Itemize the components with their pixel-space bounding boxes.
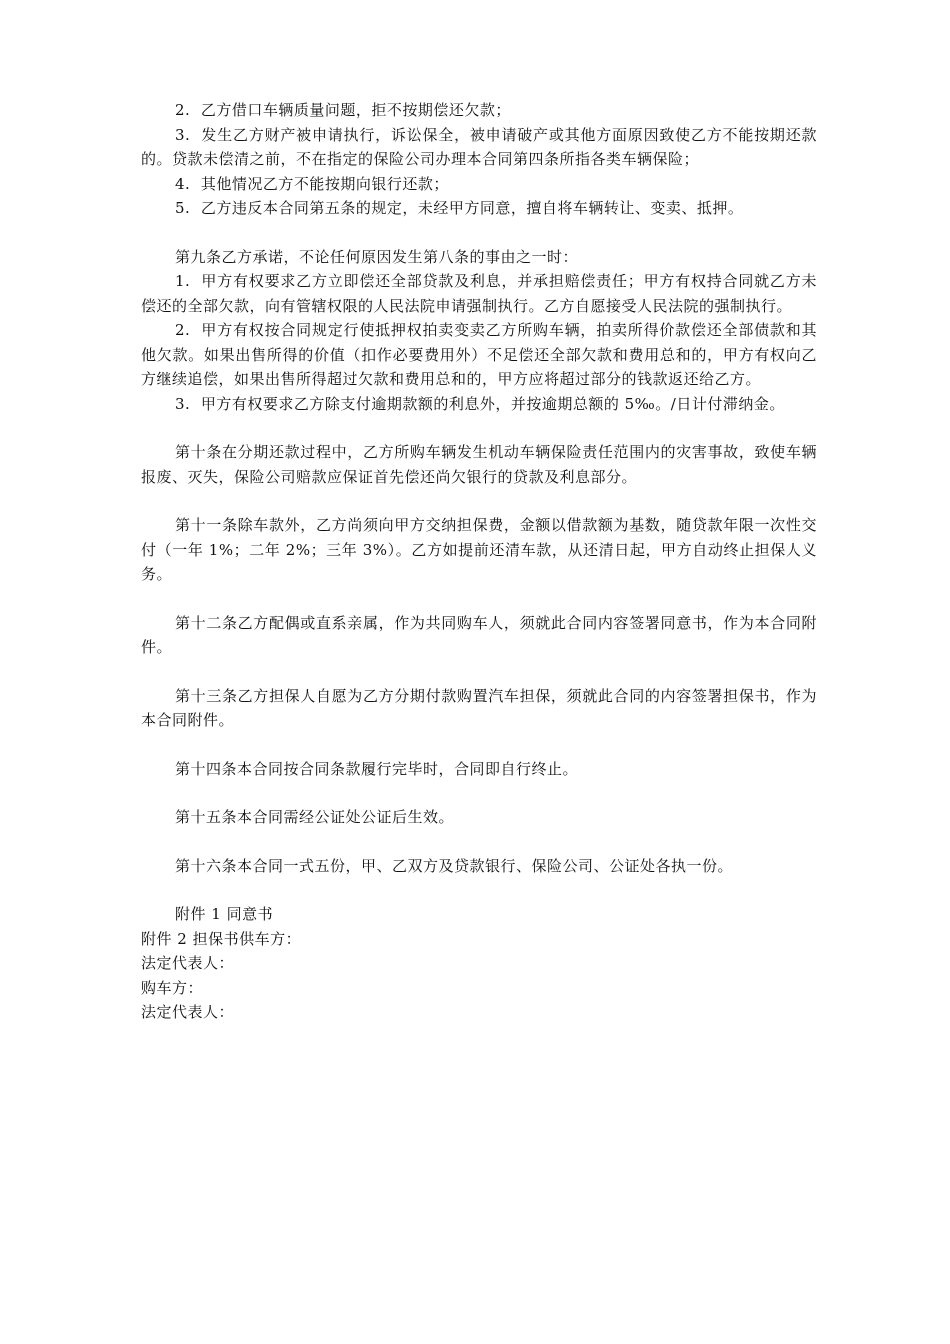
contract-paragraph: 2. 甲方有权按合同规定行使抵押权拍卖变卖乙方所购车辆，拍卖所得价款偿还全部债款和其他欠款。如果出售所得的价值（扣作必要费用外）不足偿还全部欠款和费用总和的，甲方有权向乙方继续追偿，如果出售所得超过欠款和费用总和的，甲方应将超过部分的钱款返还给乙方。 (141, 321, 817, 388)
contract-paragraph: 第九条乙方承诺，不论任何原因发生第八条的事由之一时： (175, 247, 579, 266)
contract-paragraph: 5. 乙方违反本合同第五条的规定，未经甲方同意，擅自将车辆转让、变卖、抵押。 (175, 199, 744, 217)
contract-paragraph: 3. 甲方有权要求乙方除支付逾期款额的利息外，并按逾期总额的 5‰。/日计付滞纳金。 (175, 394, 785, 413)
contract-paragraph: 4. 其他情况乙方不能按期向银行还款； (175, 174, 449, 193)
contract-paragraph: 第十三条乙方担保人自愿为乙方分期付款购置汽车担保，须就此合同的内容签署担保书，作为本合同附件。 (141, 686, 817, 729)
contract-paragraph: 第十二条乙方配偶或直系亲属，作为共同购车人，须就此合同内容签署同意书，作为本合同附件。 (141, 613, 817, 656)
contract-paragraph: 1. 甲方有权要求乙方立即偿还全部贷款及利息，并承担赔偿责任；甲方有权持合同就乙方未偿还的全部欠款，向有管辖权限的人民法院申请强制执行。乙方自愿接受人民法院的强制执行。 (141, 272, 817, 315)
contract-paragraph: 第十一条除车款外，乙方尚须向甲方交纳担保费，金额以借款额为基数，随贷款年限一次性交付（一年 1%；二年 2%；三年 3%）。乙方如提前还清车款，从还清日起，甲方自动终止担保人义务。 (141, 516, 817, 583)
contract-paragraph: 附件 1 同意书 (175, 905, 274, 923)
contract-paragraph: 第十条在分期还款过程中，乙方所购车辆发生机动车辆保险责任范围内的灾害事故，致使车辆报废、灭失，保险公司赔款应保证首先偿还尚欠银行的贷款及利息部分。 (141, 443, 817, 486)
signature-line: 附件 2 担保书供车方： (141, 929, 302, 948)
contract-paragraph: 第十五条本合同需经公证处公证后生效。 (175, 808, 455, 826)
contract-body (141, 98, 817, 927)
signature-line: 法定代表人： (141, 1003, 235, 1021)
contract-paragraph: 第十四条本合同按合同条款履行完毕时，合同即自行终止。 (175, 759, 579, 778)
contract-paragraph: 第十六条本合同一式五份，甲、乙双方及贷款银行、保险公司、公证处各执一份。 (175, 856, 734, 875)
signature-block (141, 927, 817, 1025)
document-page (141, 98, 817, 1025)
signature-line: 购车方： (141, 978, 204, 997)
contract-paragraph: 2. 乙方借口车辆质量问题，拒不按期偿还欠款； (175, 101, 511, 119)
signature-line: 法定代表人： (141, 954, 235, 972)
contract-paragraph: 3. 发生乙方财产被申请执行，诉讼保全，被申请破产或其他方面原因致使乙方不能按期还款的。贷款未偿清之前，不在指定的保险公司办理本合同第四条所指各类车辆保险； (141, 125, 817, 168)
